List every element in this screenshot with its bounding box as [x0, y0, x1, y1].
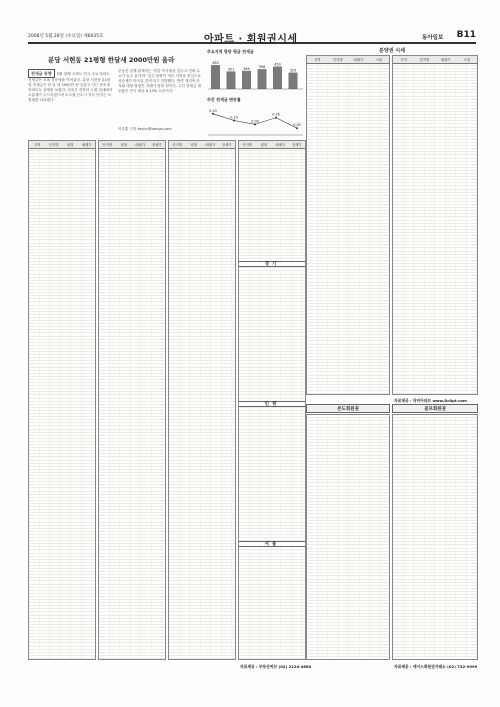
presale-table-1 [306, 55, 390, 395]
data-point [233, 120, 235, 122]
article-headline: 분당 서현동 21평형 한달새 2000만원 올라 [48, 56, 175, 64]
point-value-label: 0.20 [209, 108, 217, 113]
condo-membership-title: 콘도회원권 [306, 404, 390, 413]
page-number: B11 [456, 30, 476, 40]
golf-membership-title: 골프회원권 [392, 404, 478, 413]
bar [289, 73, 298, 89]
bar [211, 65, 220, 89]
bar [227, 71, 236, 89]
bar-value-label: 480 [212, 61, 219, 65]
region-band: 인천 [239, 401, 305, 407]
article-byline: 이종훈 기자 taylor@donga.com [118, 127, 172, 131]
bar [242, 71, 251, 89]
chart2-title: 주간 전세금 변동률 [207, 97, 241, 102]
point-value-label: 0.16 [272, 112, 280, 117]
line-chart [205, 103, 305, 139]
presale-table-2 [392, 55, 478, 395]
price-table-2 [98, 140, 166, 660]
price-table-4 [238, 140, 306, 660]
presale-header-2: 지역 단지명 매매가 시세 [393, 56, 477, 64]
bar-value-label: 450 [274, 62, 281, 67]
chart1-title: 주요지역 평당 평균 전세금 [207, 49, 254, 54]
presale-title: 분양권 시세 [379, 48, 405, 54]
article-column-2: 부동산 업계 관계자는 '여름 이사철을 앞두고 전세 수요가 늘고 있다'며 '입주 물량이 적은 지역을 중심으로 상승세가 이어질 것'이라고 전망했다. 반면 재건축 단지와 대형 평형은 거래가 뜸한 편이다. 주간 전세금 변동률은 전국 평균 0.13% 수준이다. [118, 69, 202, 94]
issue-date: 2008년 5월 28일 (수요일) 제8035호 [28, 34, 104, 39]
page-title: 아파트 · 회원권시세 [204, 34, 298, 45]
data-point [275, 117, 277, 119]
price-table-1 [28, 140, 96, 660]
bar-value-label: 364 [243, 66, 250, 71]
bar-value-label: 351 [227, 67, 235, 72]
chart-panel [205, 47, 305, 139]
bar [273, 67, 282, 90]
point-value-label: 0.09 [251, 119, 259, 124]
price-table-3 [168, 140, 236, 660]
data-point [254, 123, 256, 125]
bar-chart [205, 55, 305, 95]
source-note-left: 자료제공 : 부동산써브 (02) 2124-4680 [240, 664, 312, 669]
newspaper-name: 동아일보 [422, 35, 444, 41]
point-value-label: 0.05 [293, 123, 301, 128]
article-text-1: 5월 첫째 주에도 전국 주요 아파트 전세금은 소폭 상승세를 이어갔다. 분당 서현동 21평형 전세금은 한 달 새 2000만 원 올랐고 인근 중소형 아파트도 강세를 보였다. 서울은 강북과 노원 일대에서 오름세가 두드러졌으며 수도권 신도시 일부 단지는 보합세를 나타냈다. [28, 72, 113, 103]
data-point [212, 113, 214, 115]
article-kicker: 전세금 동향 [28, 69, 55, 78]
table-header-4: 단지명 평형 매매가 전세가 [239, 141, 305, 149]
lead-article [28, 47, 204, 139]
data-point [296, 127, 298, 129]
bar [258, 69, 267, 89]
article-column-1 [28, 69, 113, 104]
table-header-2: 단지명 평형 매매가 전세가 [99, 141, 165, 149]
golf-membership-table [392, 414, 478, 660]
presale-header-1: 지역 단지명 매매가 시세 [307, 56, 389, 64]
table-header-3: 단지명 평형 매매가 전세가 [169, 141, 235, 149]
region-band: 경기 [239, 261, 305, 267]
bar-value-label: 329 [289, 68, 297, 73]
table-header-1: 지역 단지명 평형 매매가 [29, 141, 95, 149]
region-band: 서울 [239, 541, 305, 547]
page-header [28, 30, 476, 44]
condo-membership-table [306, 414, 390, 660]
source-note-right: 자료제공 : 닥터아파트 www.DrApt.com [394, 398, 467, 403]
point-value-label: 0.13 [230, 115, 238, 120]
bar-value-label: 398 [258, 65, 266, 70]
source-note-golf: 자료제공 : 에이스회원권거래소 (02) 732-9999 [394, 664, 478, 669]
